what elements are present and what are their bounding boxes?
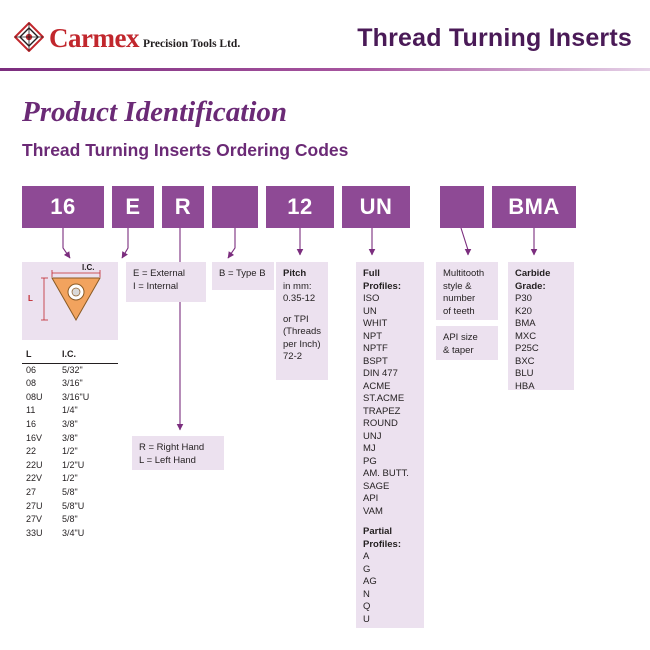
cell-ic: 1/2" [62,473,78,484]
grade-item: HBA [515,380,535,392]
brand-tagline: Precision Tools Ltd. [142,38,241,50]
desc-pitch [276,262,328,380]
cell-l: 33U [26,527,43,538]
cell-l: 16V [26,432,43,443]
profile-item: NPT [363,330,382,342]
cell-ic: 5/32" [62,364,83,375]
grade-item: BLU [515,368,534,379]
cell-ic: 5/8" [62,514,78,525]
cell-l: 08U [26,391,43,402]
cell-ic: 1/2"U [62,459,85,470]
desc-api-size [436,326,498,360]
table-row [22,364,118,378]
table-row [22,418,118,432]
desc-line: (Threads [283,326,322,337]
code-box-hand[interactable]: R [162,186,204,228]
desc-line: or TPI [283,313,309,325]
desc-carbide-grade [508,262,574,390]
desc-line: Multitooth [443,268,485,279]
desc-line: L = Left Hand [139,454,196,466]
size-table-header-l: L [26,349,32,359]
page-header-title: Thread Turning Inserts [357,24,632,52]
code-box-type[interactable] [212,186,258,228]
size-table-header [22,348,118,364]
profile-item: ROUND [363,418,398,429]
cell-l: 16 [26,418,37,429]
page-header [0,0,650,68]
profile-item: TRAPEZ [363,405,401,417]
ic-dimension-label: I.C. [82,263,95,272]
profile-item: UN [363,305,377,317]
grade-item: BXC [515,355,535,367]
profile-item: N [363,588,370,600]
profile-item: AM. BUTT. [363,468,409,479]
brand-name: Carmex [49,23,139,53]
page-subtitle: Thread Turning Inserts Ordering Codes [22,140,349,160]
code-box-pitch[interactable]: 12 [266,186,334,228]
cell-l: 22 [26,446,37,457]
code-box-profile[interactable]: UN [342,186,410,228]
desc-title: Pitch [283,268,307,279]
desc-profiles [356,262,424,628]
desc-line: R = Right Hand [139,442,205,453]
desc-line: in mm: [283,280,312,292]
desc-line: per Inch) [283,338,321,350]
profile-item: UNJ [363,430,382,442]
cell-ic: 3/4"U [62,527,85,538]
desc-line: number [443,293,476,304]
code-box-grade[interactable]: BMA [492,186,576,228]
page-title: Product Identification [22,96,288,128]
cell-ic: 3/8" [62,418,78,429]
desc-spacer [363,518,417,526]
insert-diagram [22,262,118,340]
desc-line: 72-2 [283,351,303,362]
cell-ic: 1/2" [62,446,78,457]
desc-title-full-profiles: Full Profiles: [363,268,402,292]
table-row [22,486,118,500]
cell-l: 22U [26,459,43,470]
cell-ic: 5/8"U [62,500,85,511]
cell-l: 08 [26,378,37,389]
cell-ic: 3/16"U [62,391,90,402]
size-table-header-ic: I.C. [62,349,77,359]
profile-item: NPTF [363,343,388,354]
cell-l: 27 [26,486,37,497]
header-divider [0,68,650,71]
desc-line: & taper [443,344,474,356]
profile-item: G [363,563,371,575]
grade-item: P30 [515,293,532,304]
cell-l: 27U [26,500,43,511]
l-dimension-label: L [28,294,33,303]
code-box-teeth[interactable] [440,186,484,228]
grade-item: BMA [515,318,536,329]
desc-spacer [283,306,321,314]
desc-title: Carbide Grade: [515,268,551,292]
profile-item: U [363,613,370,625]
code-box-size[interactable]: 16 [22,186,104,228]
profile-item: WHIT [363,318,388,329]
profile-item: ST.ACME [363,393,405,404]
table-row [22,445,118,459]
table-row [22,527,118,541]
profile-item: A [363,551,370,562]
desc-line: API size [443,332,478,343]
desc-line: I = Internal [133,280,179,292]
table-row [22,377,118,391]
cell-ic: 3/16" [62,378,83,389]
profile-item: ACME [363,380,391,392]
table-row [22,500,118,514]
cell-l: 27V [26,514,43,525]
desc-external-internal [126,262,206,302]
code-box-external-internal[interactable]: E [112,186,154,228]
desc-line: of teeth [443,305,475,317]
cell-l: 11 [26,405,36,416]
brand-logo [14,22,240,52]
cell-ic: 1/4" [62,405,78,416]
desc-line: B = Type B [219,268,266,279]
carmex-diamond-logo-icon [14,22,44,52]
table-row [22,391,118,405]
insert-shape-icon [22,262,118,340]
desc-line: style & [443,280,472,292]
cell-ic: 5/8" [62,486,78,497]
grade-item: K20 [515,305,532,317]
size-table [22,348,118,540]
desc-multitooth [436,262,498,320]
profile-item: VAM [363,505,383,517]
grade-item: P25C [515,343,539,354]
desc-type [212,262,274,290]
profile-item: PG [363,455,377,467]
table-row [22,513,118,527]
desc-line: E = External [133,268,186,279]
profile-item: Q [363,601,371,612]
profile-item: MJ [363,443,376,454]
desc-title-partial-profiles: Partial Profiles: [363,526,402,550]
table-row [22,459,118,473]
cell-l: 06 [26,364,37,375]
profile-item: BSPT [363,355,388,367]
grade-item: MXC [515,330,537,342]
profile-item: API [363,493,379,504]
table-row [22,404,118,418]
table-row [22,432,118,446]
cell-l: 22V [26,473,43,484]
cell-ic: 3/8" [62,432,78,443]
profile-item: DIN 477 [363,368,398,379]
profile-item: AG [363,576,377,587]
desc-hand [132,436,224,470]
profile-item: ISO [363,293,380,304]
profile-item: SAGE [363,480,390,492]
desc-line: 0.35-12 [283,293,316,304]
table-row [22,472,118,486]
